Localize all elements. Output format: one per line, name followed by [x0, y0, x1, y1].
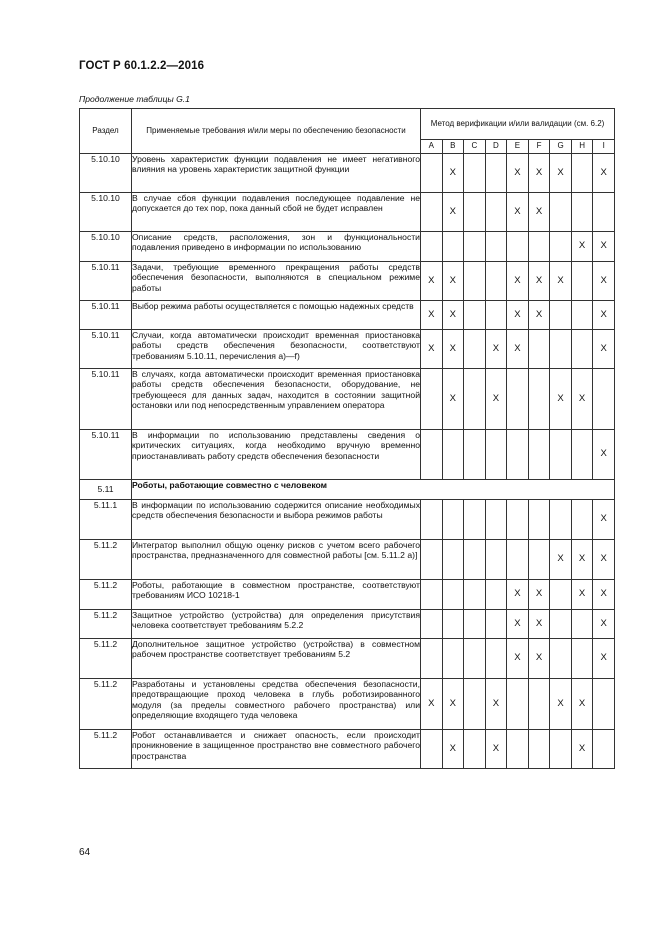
mark-cell-b [442, 639, 464, 679]
table-row [80, 301, 615, 330]
row-section: 5.11.1 [80, 500, 132, 540]
mark-cell-e: X [507, 330, 529, 369]
table-header [80, 109, 615, 154]
row-section: 5.10.11 [80, 262, 132, 301]
row-requirement: Случаи, когда автоматически происходит временная приостановка работы средств обеспечения безопасности, соответствуют требованиям 5.10.11, перечисления a)—f) [132, 330, 421, 369]
mark-cell-a: X [421, 262, 443, 301]
mark-cell-e [507, 430, 529, 480]
mark-cell-i: X [593, 154, 615, 193]
mark-cell-f [528, 500, 550, 540]
mark-cell-c [464, 580, 486, 610]
row-section: 5.10.11 [80, 301, 132, 330]
mark-cell-f [528, 330, 550, 369]
row-requirement: Описание средств, расположения, зон и функциональности подавления приведено в информации по использованию [132, 232, 421, 262]
mark-cell-i: X [593, 430, 615, 480]
table-row [80, 580, 615, 610]
table-body [80, 154, 615, 769]
mark-cell-c [464, 730, 486, 769]
row-section: 5.10.11 [80, 330, 132, 369]
mark-cell-i: X [593, 639, 615, 679]
mark-cell-h [571, 610, 593, 639]
mark-cell-h [571, 639, 593, 679]
mark-cell-f: X [528, 639, 550, 679]
mark-cell-a [421, 369, 443, 430]
mark-cell-e [507, 500, 529, 540]
group-title: Роботы, работающие совместно с человеком [132, 480, 615, 500]
mark-cell-d [485, 639, 507, 679]
row-requirement: Защитное устройство (устройства) для определения присутствия человека соответствует требованиям 5.2.2 [132, 610, 421, 639]
mark-cell-b: X [442, 193, 464, 232]
mark-cell-e [507, 232, 529, 262]
mark-cell-c [464, 679, 486, 730]
row-requirement: Уровень характеристик функции подавления не имеет негативного влияния на уровень характеристик защитной функции [132, 154, 421, 193]
mark-cell-g [550, 330, 572, 369]
table-row [80, 540, 615, 580]
mark-cell-f: X [528, 610, 550, 639]
mark-cell-d [485, 430, 507, 480]
mark-cell-d [485, 154, 507, 193]
mark-cell-f [528, 232, 550, 262]
mark-cell-b [442, 500, 464, 540]
mark-cell-f: X [528, 262, 550, 301]
table-row [80, 610, 615, 639]
mark-cell-i: X [593, 500, 615, 540]
mark-cell-e [507, 540, 529, 580]
mark-cell-b: X [442, 330, 464, 369]
mark-cell-a [421, 232, 443, 262]
row-section: 5.11.2 [80, 580, 132, 610]
mark-cell-c [464, 154, 486, 193]
mark-cell-f: X [528, 301, 550, 330]
mark-cell-h: X [571, 679, 593, 730]
mark-cell-b: X [442, 154, 464, 193]
mark-cell-c [464, 430, 486, 480]
row-requirement: Дополнительное защитное устройство (устройства) в совместном рабочем пространстве соответствует требованиям 5.2 [132, 639, 421, 679]
table-row [80, 262, 615, 301]
row-section: 5.11.2 [80, 540, 132, 580]
mark-cell-a [421, 730, 443, 769]
mark-cell-b: X [442, 730, 464, 769]
row-requirement: Интегратор выполнил общую оценку рисков с учетом всего рабочего пространства, предназначенного для совместной работы [см. 5.11.2 a)] [132, 540, 421, 580]
mark-cell-g [550, 232, 572, 262]
mark-cell-f: X [528, 154, 550, 193]
row-section: 5.10.10 [80, 154, 132, 193]
mark-cell-h: X [571, 232, 593, 262]
mark-cell-b: X [442, 301, 464, 330]
mark-cell-i [593, 369, 615, 430]
mark-cell-h [571, 154, 593, 193]
mark-cell-d [485, 500, 507, 540]
method-column-i: I [593, 140, 615, 154]
mark-cell-c [464, 610, 486, 639]
row-requirement: В случае сбоя функции подавления последующее подавление не допускается до тех пор, пока данный сбой не будет исправлен [132, 193, 421, 232]
row-requirement: Робот останавливается и снижает опасность, если происходит проникновение в защищенное пространство вне совместного рабочего пространства [132, 730, 421, 769]
mark-cell-a: X [421, 301, 443, 330]
mark-cell-h [571, 430, 593, 480]
mark-cell-a [421, 580, 443, 610]
mark-cell-h: X [571, 730, 593, 769]
mark-cell-h: X [571, 369, 593, 430]
table-row [80, 430, 615, 480]
mark-cell-a: X [421, 330, 443, 369]
mark-cell-i: X [593, 580, 615, 610]
row-requirement: В случаях, когда автоматически происходит временная приостановка работы средств обеспечения безопасности, оборудование, не требующееся для данных задач, находится в состоянии защитной остановки или под непосредственным управлением оператора [132, 369, 421, 430]
mark-cell-e: X [507, 301, 529, 330]
mark-cell-i [593, 730, 615, 769]
mark-cell-f [528, 730, 550, 769]
mark-cell-f [528, 430, 550, 480]
table-row [80, 193, 615, 232]
row-section: 5.10.10 [80, 232, 132, 262]
mark-cell-h: X [571, 580, 593, 610]
mark-cell-b [442, 430, 464, 480]
header-requirements: Применяемые требования и/или меры по обеспечению безопасности [132, 109, 421, 154]
requirements-table [79, 108, 615, 769]
mark-cell-g: X [550, 540, 572, 580]
mark-cell-i: X [593, 540, 615, 580]
mark-cell-b: X [442, 679, 464, 730]
mark-cell-a: X [421, 679, 443, 730]
method-column-f: F [528, 140, 550, 154]
document-header: ГОСТ Р 60.1.2.2—2016 [79, 60, 205, 72]
mark-cell-i [593, 193, 615, 232]
row-section: 5.10.11 [80, 430, 132, 480]
mark-cell-a [421, 430, 443, 480]
mark-cell-b [442, 610, 464, 639]
mark-cell-a [421, 154, 443, 193]
mark-cell-h: X [571, 540, 593, 580]
mark-cell-c [464, 232, 486, 262]
row-section: 5.11.2 [80, 730, 132, 769]
table-row [80, 369, 615, 430]
header-section: Раздел [80, 109, 132, 154]
row-section: 5.10.10 [80, 193, 132, 232]
table-row [80, 232, 615, 262]
mark-cell-c [464, 500, 486, 540]
method-column-e: E [507, 140, 529, 154]
mark-cell-b: X [442, 262, 464, 301]
page-number: 64 [79, 847, 91, 858]
mark-cell-b [442, 580, 464, 610]
mark-cell-g [550, 730, 572, 769]
table-row [80, 679, 615, 730]
mark-cell-h [571, 500, 593, 540]
mark-cell-h [571, 262, 593, 301]
mark-cell-h [571, 301, 593, 330]
mark-cell-a [421, 610, 443, 639]
table-row [80, 639, 615, 679]
mark-cell-i: X [593, 330, 615, 369]
mark-cell-d [485, 301, 507, 330]
mark-cell-c [464, 639, 486, 679]
mark-cell-d [485, 193, 507, 232]
header-method: Метод верификации и/или валидации (см. 6.2) [421, 109, 615, 140]
method-column-d: D [485, 140, 507, 154]
mark-cell-e: X [507, 154, 529, 193]
mark-cell-e [507, 679, 529, 730]
mark-cell-i: X [593, 262, 615, 301]
row-requirement: Выбор режима работы осуществляется с помощью надежных средств [132, 301, 421, 330]
mark-cell-d [485, 232, 507, 262]
mark-cell-g [550, 639, 572, 679]
mark-cell-c [464, 301, 486, 330]
row-requirement: Разработаны и установлены средства обеспечения безопасности, предотвращающие проход человека в глубь роботизированного модуля (за пределы совместного рабочего пространства) или определяющие входящего туда человека [132, 679, 421, 730]
mark-cell-e: X [507, 610, 529, 639]
mark-cell-d [485, 580, 507, 610]
mark-cell-f: X [528, 580, 550, 610]
mark-cell-i: X [593, 610, 615, 639]
mark-cell-g [550, 610, 572, 639]
mark-cell-f [528, 540, 550, 580]
method-column-b: B [442, 140, 464, 154]
table-row [80, 500, 615, 540]
mark-cell-a [421, 500, 443, 540]
mark-cell-f: X [528, 193, 550, 232]
table-row [80, 730, 615, 769]
table-caption: Продолжение таблицы G.1 [79, 94, 190, 104]
row-section: 5.11.2 [80, 639, 132, 679]
method-column-c: C [464, 140, 486, 154]
row-requirement: Задачи, требующие временного прекращения работы средств обеспечения безопасности, выполняются в специальном режиме работы [132, 262, 421, 301]
row-section: 5.11.2 [80, 679, 132, 730]
mark-cell-c [464, 369, 486, 430]
mark-cell-a [421, 540, 443, 580]
mark-cell-c [464, 330, 486, 369]
mark-cell-i: X [593, 232, 615, 262]
mark-cell-e: X [507, 639, 529, 679]
mark-cell-g [550, 301, 572, 330]
mark-cell-d [485, 262, 507, 301]
mark-cell-d [485, 610, 507, 639]
mark-cell-b [442, 540, 464, 580]
table-group-row [80, 480, 615, 500]
mark-cell-i: X [593, 301, 615, 330]
mark-cell-g [550, 580, 572, 610]
row-section: 5.11 [80, 480, 132, 500]
mark-cell-d: X [485, 730, 507, 769]
mark-cell-b: X [442, 369, 464, 430]
mark-cell-i [593, 679, 615, 730]
mark-cell-d: X [485, 679, 507, 730]
mark-cell-g [550, 193, 572, 232]
mark-cell-e [507, 730, 529, 769]
method-column-a: A [421, 140, 443, 154]
mark-cell-g: X [550, 154, 572, 193]
row-requirement: В информации по использованию содержится описание необходимых средств обеспечения безопасности и выбора режимов работы [132, 500, 421, 540]
mark-cell-c [464, 262, 486, 301]
mark-cell-d [485, 540, 507, 580]
mark-cell-e: X [507, 262, 529, 301]
table-row [80, 154, 615, 193]
mark-cell-d: X [485, 330, 507, 369]
mark-cell-e: X [507, 193, 529, 232]
row-requirement: В информации по использованию представлены сведения о критических ситуациях, когда необходимо вручную временно приостанавливать работу средств обеспечения безопасности [132, 430, 421, 480]
mark-cell-e [507, 369, 529, 430]
row-requirement: Роботы, работающие в совместном пространстве, соответствуют требованиям ИСО 10218-1 [132, 580, 421, 610]
mark-cell-g: X [550, 679, 572, 730]
mark-cell-a [421, 193, 443, 232]
mark-cell-c [464, 540, 486, 580]
mark-cell-g [550, 430, 572, 480]
mark-cell-g: X [550, 262, 572, 301]
mark-cell-h [571, 193, 593, 232]
mark-cell-a [421, 639, 443, 679]
mark-cell-g [550, 500, 572, 540]
method-column-h: H [571, 140, 593, 154]
mark-cell-b [442, 232, 464, 262]
mark-cell-f [528, 679, 550, 730]
table-row [80, 330, 615, 369]
mark-cell-e: X [507, 580, 529, 610]
mark-cell-d: X [485, 369, 507, 430]
mark-cell-g: X [550, 369, 572, 430]
mark-cell-f [528, 369, 550, 430]
mark-cell-h [571, 330, 593, 369]
method-column-g: G [550, 140, 572, 154]
row-section: 5.10.11 [80, 369, 132, 430]
mark-cell-c [464, 193, 486, 232]
row-section: 5.11.2 [80, 610, 132, 639]
